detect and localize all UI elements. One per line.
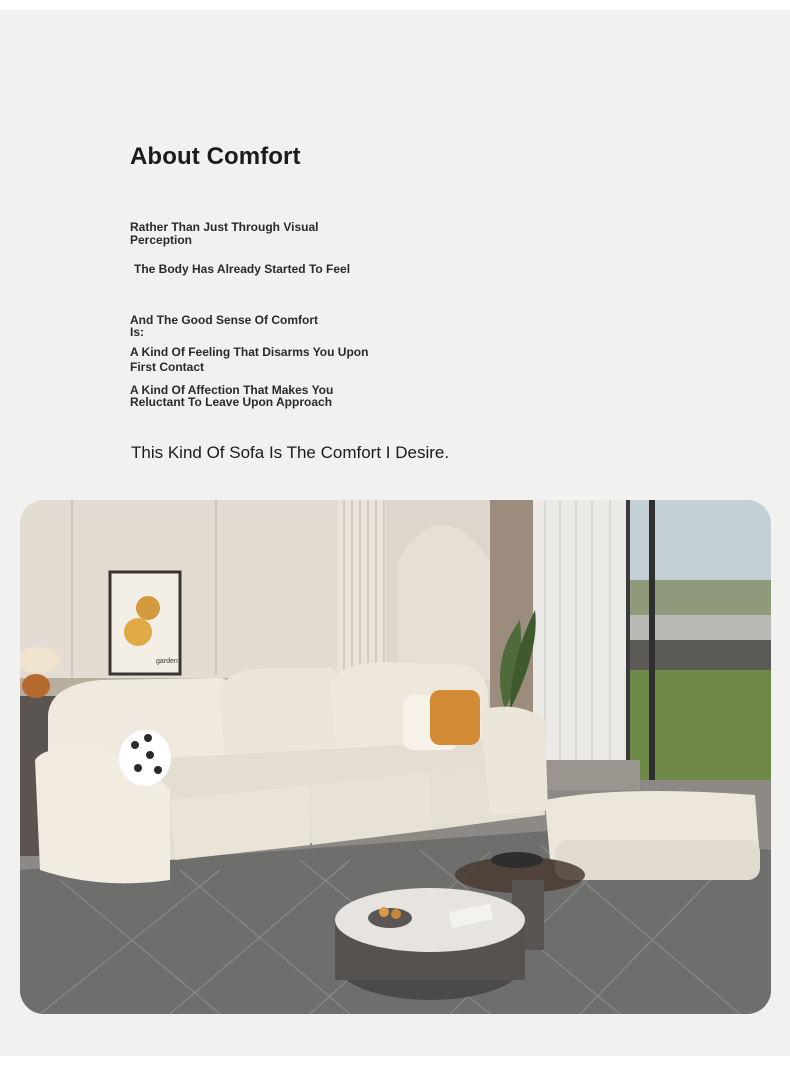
- text-reluctant-leave: A Kind Of Affection That Makes You Reluctant To Leave Upon Approach: [130, 383, 334, 409]
- text-first-contact: A Kind Of Feeling That Disarms You Upon First Contact: [130, 345, 369, 374]
- tagline: This Kind Of Sofa Is The Comfort I Desire.: [131, 443, 450, 462]
- sofa-living-room-photo: [20, 500, 771, 1014]
- product-detail-page: [0, 10, 790, 1056]
- section-heading: About Comfort: [130, 143, 301, 170]
- poster-text: garden: [156, 658, 178, 665]
- text-body-feel: The Body Has Already Started To Feel: [134, 262, 351, 276]
- text-visual-perception: Rather Than Just Through Visual Perception: [130, 220, 319, 247]
- text-good-sense: And The Good Sense Of Comfort Is:: [130, 313, 318, 339]
